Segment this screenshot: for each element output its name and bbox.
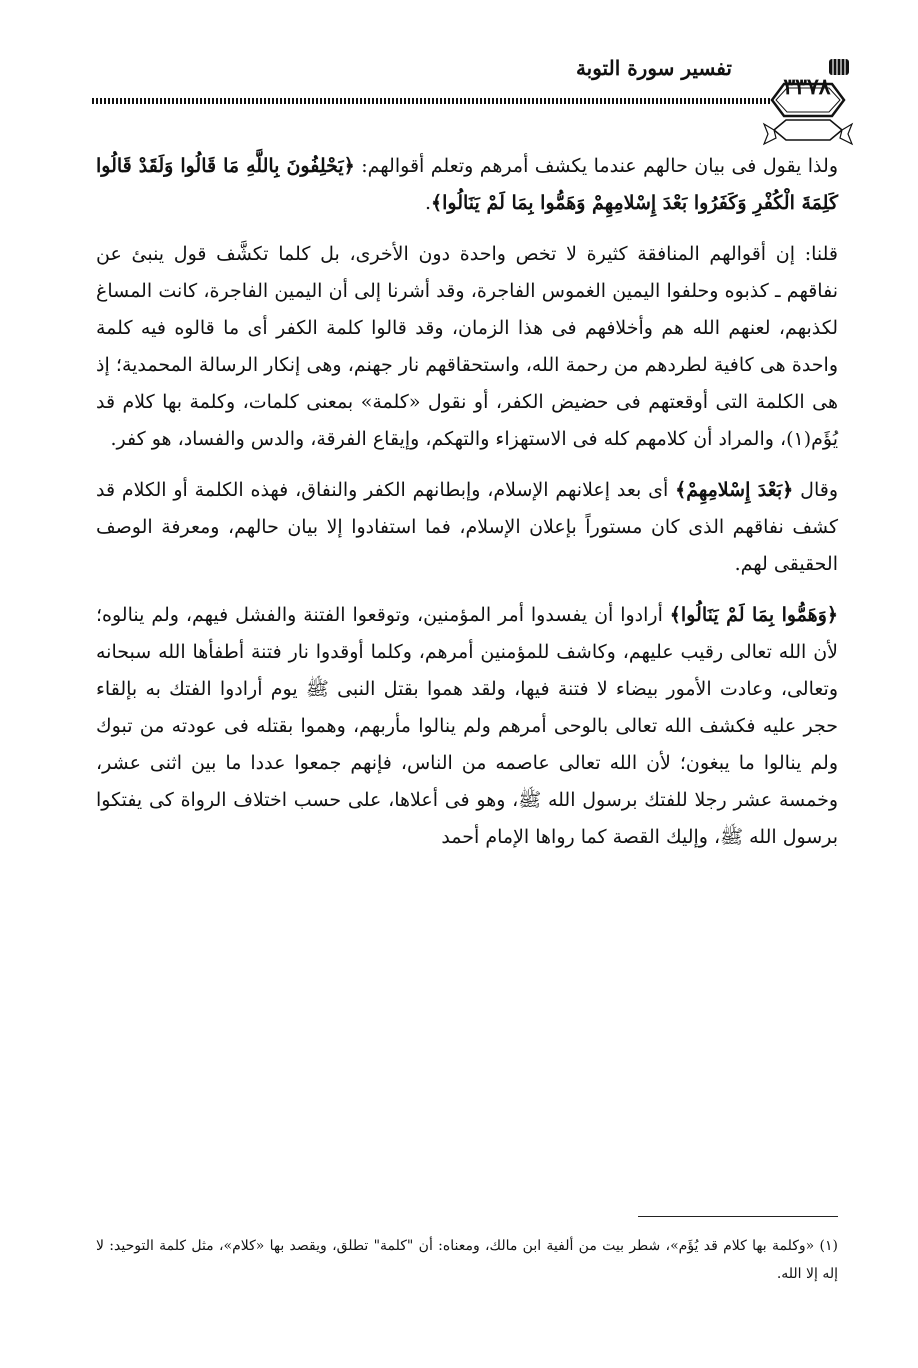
paragraph — [96, 597, 838, 856]
paragraph — [96, 148, 838, 222]
paragraph — [96, 472, 838, 583]
quran-verse: ﴿يَحْلِفُونَ بِاللَّهِ مَا قَالُوا وَلَقَدْ قَالُوا كَلِمَةَ الْكُفْرِ وَكَفَرُوا بَعْدَ إِسْلامِهِمْ وَهَمُّوا بِمَا لَمْ يَنَالُوا﴾ — [96, 155, 838, 214]
main-text — [96, 148, 838, 870]
header-rule — [92, 98, 772, 104]
page-number: ٣٣٧٨ — [783, 74, 831, 100]
paragraph-lead: ولذا يقول فى بيان حالهم عندما يكشف أمرهم وتعلم أقوالهم: — [354, 155, 838, 177]
footnote: (١) «وكلمة بها كلام قد يُؤَم»، شطر بيت من ألفية ابن مالك، ومعناه: أن "كلمة" تطلق، ويقصد بها «كلام»، مثل كلمة التوحيد: لا إله إلا الله. — [96, 1238, 838, 1282]
quran-verse: ﴿بَعْدَ إِسْلامِهِمْ﴾ — [675, 479, 794, 501]
paragraph-lead: وقال — [793, 479, 838, 501]
footnote-separator — [638, 1216, 838, 1217]
paragraph-tail: أرادوا أن يفسدوا أمر المؤمنين، وتوقعوا الفتنة والفشل فيهم، ولم ينالوه؛ لأن الله تعالى رقيب عليهم، وكاشف للمؤمنين أمرهم، وكلما أوقدوا نار فتنة أطفأها الله سبحانه وتعالى، وعادت الأمور بيضاء لا فتنة فيها، ولقد هموا بقتل النبى ﷺ يوم أرادوا الفتك به بإلقاء حجر عليه فكشف الله تعالى بالوحى أمرهم ولم ينالوا مأربهم، وهموا بقتله فى عودته من تبوك ولم ينالوا ما يبغون؛ لأن الله تعالى عاصمه من الناس، فإنهم جمعوا عددا ما بين اثنى عشر، وخمسة عشر رجلا للفتك برسول الله ﷺ، وهو فى أعلاها، على حسب اختلاف الرواة كى يفتكوا برسول الله ﷺ، وإليك القصة كما رواها الإمام أحمد — [96, 604, 838, 848]
paragraph-tail: . — [424, 192, 431, 214]
running-title: تفسير سورة التوبة — [575, 56, 732, 80]
page-header — [92, 44, 852, 144]
paragraph-tail: أى بعد إعلانهم الإسلام، وإبطانهم الكفر والنفاق، فهذه الكلمة أو الكلام قد كشف نفاقهم الذى كان مستوراً بإعلان الإسلام، فما استفادوا إلا بيان حالهم، ومعرفة الوصف الحقيقى لهم. — [96, 479, 838, 575]
paragraph-tail: قلنا: إن أقوالهم المنافقة كثيرة لا تخص واحدة دون الأخرى، بل كلما تكشَّف قول ينبئ عن نفاقهم ـ كذبوه وحلفوا اليمين الغموس الفاجرة، وقد أشرنا إلى أن اليمين الفاجرة، كانت المساغ لكذبهم، لعنهم الله هم وأخلافهم فى هذا الزمان، وقد قالوا كلمة الكفر أى ما قالوه فيه كلمة واحدة هى كافية لطردهم من رحمة الله، واستحقاقهم نار جهنم، وهى إنكار الرسالة المحمدية؛ إذ هى الكلمة التى أوقعتهم فى حضيض الكفر، أو نقول «كلمة» بمعنى كلمات، وكلمة بها كلام قد يُؤَم(١)، والمراد أن كلامهم كله فى الاستهزاء والتهكم، وإيقاع الفرقة، والدس والفساد، هو كفر. — [96, 243, 838, 450]
quran-verse: ﴿وَهَمُّوا بِمَا لَمْ يَنَالُوا﴾ — [669, 604, 838, 626]
paragraph — [96, 236, 838, 458]
footnotes — [96, 1232, 838, 1288]
